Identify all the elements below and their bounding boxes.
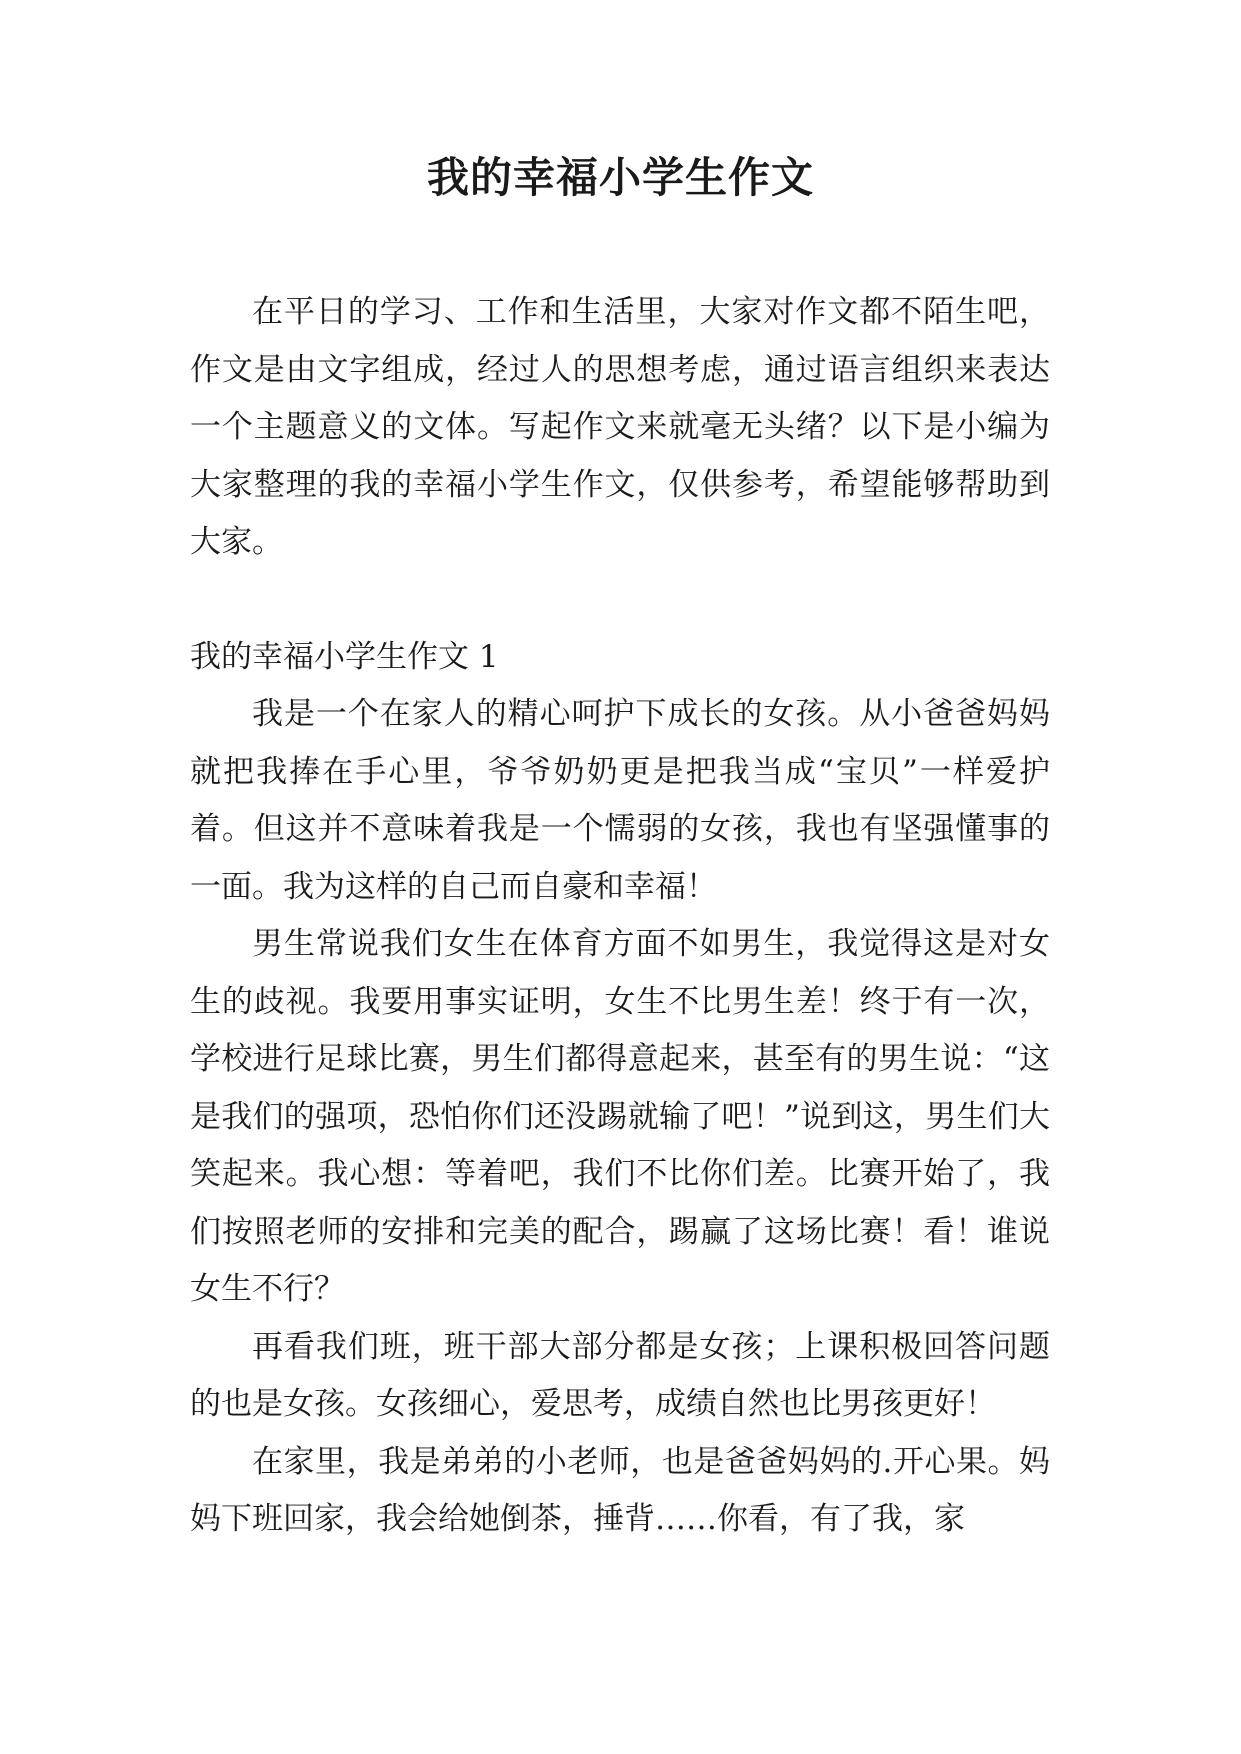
body-paragraph-3: 再看我们班，班干部大部分都是女孩；上课积极回答问题的也是女孩。女孩细心，爱思考，成绩自然也比男孩更好！ [190, 1328, 1050, 1422]
body-paragraph-2: 男生常说我们女生在体育方面不如男生，我觉得这是对女生的歧视。我要用事实证明，女生不比男生差！终于有一次，学校进行足球比赛，男生们都得意起来，甚至有的男生说：“这是我们的强项，恐怕你们还没踢就输了吧！”说到这，男生们大笑起来。我心想：等着吧，我们不比你们差。比赛开始了，我们按照老师的安排和完美的配合，踢赢了这场比赛！看！谁说女生不行？ [190, 926, 1050, 1307]
section-heading: 我的幸福小学生作文 1 [190, 638, 499, 675]
page-title: 我的幸福小学生作文 [426, 153, 814, 202]
document-body [190, 284, 1050, 1549]
body-paragraph-1: 我是一个在家人的精心呵护下成长的女孩。从小爸爸妈妈就把我捧在手心里，爷爷奶奶更是把我当成“宝贝”一样爱护着。但这并不意味着我是一个懦弱的女孩，我也有坚强懂事的一面。我为这样的自己而自豪和幸福！ [190, 696, 1050, 905]
intro-paragraph: 在平日的学习、工作和生活里，大家对作文都不陌生吧，作文是由文字组成，经过人的思想考虑，通过语言组织来表达一个主题意义的文体。写起作文来就毫无头绪？以下是小编为大家整理的我的幸福小学生作文，仅供参考，希望能够帮助到大家。 [190, 294, 1050, 560]
body-paragraph-4: 在家里，我是弟弟的小老师，也是爸爸妈妈的.开心果。妈妈下班回家，我会给她倒茶，捶背……你看，有了我，家 [190, 1443, 1050, 1537]
